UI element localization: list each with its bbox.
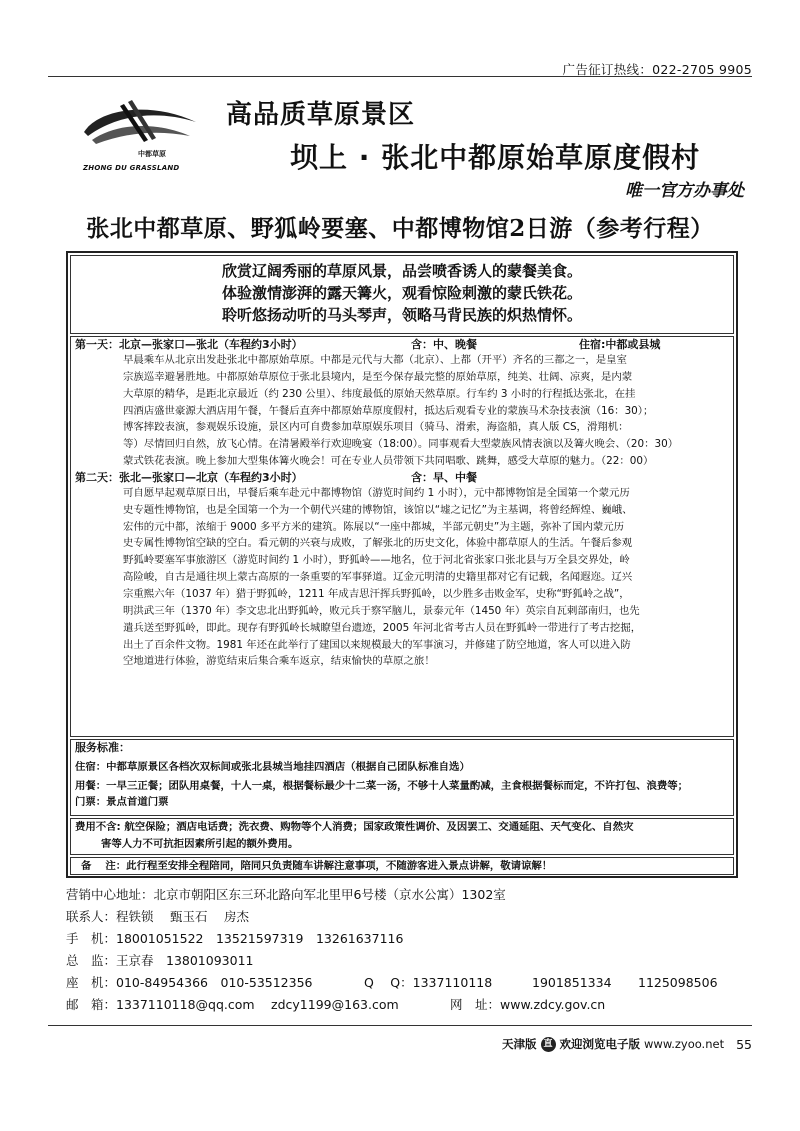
highlight-line: 欣赏辽阔秀丽的草原风景，品尝喷香诱人的蒙餐美食。 [221,262,582,280]
highlight-line: 聆听悠扬动听的马头琴声，领略马背民族的炽热情怀。 [221,306,582,324]
qq3-text: 1125098506 [638,975,718,990]
text-line: 宗重熙六年（1037 年）猎于野狐岭，1211 年成吉思汗挥兵野狐岭，以少胜多击败金军，史称“野狐岭之战”， [123,587,630,600]
headline-resort: 坝上 · 张北中都原始草原度假村 [290,141,701,174]
contact-mobile [66,928,746,950]
day1-meals: 含：中、晚餐 [411,338,477,351]
text-line: 出土了百余件文物。1981 年还在此举行了建国以来规模最大的军事演习，并修建了防空地道，客人可以进入防 [123,638,631,651]
service-meal: 用餐：一早三正餐；团队用桌餐，十人一桌，根据餐标最少十二菜一汤，不够十人菜量酌减，主食根据餐标而定，不许打包、浪费等； [75,780,689,792]
grassland-logo [78,92,206,178]
bottom-divider [48,1025,752,1026]
day1-header [71,337,733,352]
page-number: 55 [736,1036,752,1052]
footer-text: 欢迎浏览电子版 [559,1037,641,1051]
qq-text: Q Q：1337110118 [364,975,493,990]
footer-url[interactable]: www.zyoo.net [644,1037,725,1051]
text-line: 宏伟的元中都，浓缩于 9000 多平方米的建筑。陈展以“一座中都城，半部元朝史”为主题，弥补了国内蒙元历 [123,520,624,533]
contact-address [66,884,746,906]
official-office-tag: 唯一官方办事处 [625,181,744,201]
headline-quality: 高品质草原景区 [226,100,416,130]
day2-meals: 含：早、中餐 [411,470,477,484]
text-line: 空地道进行体验，游览结束后集合乘车返京，结束愉快的草原之旅！ [123,655,435,668]
people-text: 联系人：程铁锁 甄玉石 房杰 [66,909,249,924]
logo-english-text: ZHONG DU GRASSLAND [83,164,180,172]
day1-route: 第一天：北京—张家口—张北（车程约3小时） [75,338,303,351]
landline-text: 座 机：010-84954366 010-53512356 [66,975,313,990]
text-line: 等）尽情回归自然，放飞心情。在清暑殿举行欢迎晚宴（18:00）。同事观看大型蒙族风情表演以及篝火晚会、（20：30） [123,438,679,451]
remarks-box [70,857,734,875]
service-standards [70,739,734,816]
remarks-text: 备 注：此行程至安排全程陪同，陪同只负责随车讲解注意事项，不随游客进入景点讲解，敬请谅解！ [81,860,553,872]
direct-badge-icon: 直 [541,1037,556,1052]
exclusions-line2: 害等人力不可抗拒因素所引起的额外费用。 [101,837,299,850]
text-line: 早晨乘车从北京出发赴张北中都原始草原。中都是元代与大都（北京）、上都（开平）齐名的三都之一，是皇室 [123,354,627,366]
top-divider [48,76,752,77]
edition-label: 天津版 [502,1037,537,1051]
text-line: 明洪武三年（1370 年）李文忠北出野狐岭，败元兵于察罕脑儿，景泰元年（1450 年）英宗自瓦剌部南归，也先 [123,604,640,617]
contact-people [66,906,746,928]
logo-chinese-text: 中都草原 [138,150,166,158]
service-ticket: 门票：景点首道门票 [75,796,169,808]
text-line: 高险峻，自古是通往坝上蒙古高原的一条重要的军事驿道。辽金元明清的史籍里都对它有记载，名闻遐迩。辽兴 [123,571,633,584]
page-footer [502,1036,752,1052]
text-line: 遣兵送至野狐岭，即此。现存有野狐岭长城瞭望台遗迹，2005 年河北省考古人员在野狐岭一带进行了考古挖掘， [123,621,642,634]
text-line: 可自愿早起观草原日出，早餐后乘车赴元中都博物馆（游览时间约 1 小时），元中都博物馆是全国第一个蒙元历 [123,486,630,499]
mobile-text: 手 机：18001051522 13521597319 13261637116 [66,931,404,946]
ad-hotline: 广告征订热线：022-2705 9905 [562,62,752,77]
text-line: 四酒店盛世豪源大酒店用午餐，午餐后直奔中都原始草原度假村，抵达后观看专业的蒙族马术杂技表演（16：30）； [123,404,654,417]
contact-director [66,950,746,972]
website-link[interactable]: 网 址：www.zdcy.gov.cn [450,997,606,1012]
exclusions-line1: 费用不含: 航空保险；酒店电话费；洗衣费、购物等个人消费；国家政策性调价、及因罢工、交通延阻、天气变化、自然灾 [75,821,634,833]
cost-exclusions [70,818,734,855]
day2-description [71,485,733,670]
service-stay: 住宿：中都草原景区各档次双标间或张北县城当地挂四酒店（根据自己团队标准自选） [75,761,470,773]
contact-email-web [66,994,746,1016]
highlight-line: 体验激情澎湃的露天篝火，观看惊险刺激的蒙氏铁花。 [221,284,582,302]
text-line: 蒙式铁花表演。晚上参加大型集体篝火晚会！可在专业人员带领下共同唱歌、跳舞，感受大草原的魅力。（22：00） [123,455,654,468]
day1-description [71,352,733,470]
text-line: 野狐岭要塞军事旅游区（游览时间约 1 小时），野狐岭——地名，位于河北省张家口张北县与万全县交界处，岭 [123,554,630,567]
contact-phone-qq [66,972,746,994]
day2-route: 第二天：张北—张家口—北京（车程约3小时） [75,470,303,484]
daily-itinerary [70,336,734,737]
address-text: 营销中心地址：北京市朝阳区东三环北路向军北里甲6号楼（京水公寓）1302室 [66,887,506,902]
exclusions-text [71,819,733,852]
text-line: 宗族巡幸避暑胜地。中都原始草原位于张北县境内，是至今保存最完整的原始草原，纯美、壮阔、凉爽，是内蒙 [123,370,633,383]
contact-info [66,884,746,1016]
text-line: 大草原的精华，是距北京最近（约 230 公里）、纬度最低的原始天然草原。行车约 3 小时的行程抵达张北，在挂 [123,387,636,400]
qq2-text: 1901851334 [532,975,612,990]
service-title: 服务标准： [75,741,130,754]
itinerary-box [66,251,738,878]
text-line: 博客摔跤表演，参观娱乐设施，景区内可自费参加草原娱乐项目（骑马、滑索，海盗船，真人版 CS，滑翔机： [123,421,629,434]
day2-header [71,470,733,485]
text-line: 史专属性博物馆空缺的空白。看元朝的兴衰与成败，了解张北的历史文化，体验中都草原人的生活。午餐后参观 [123,537,633,550]
director-text: 总 监：王京春 13801093011 [66,953,254,968]
highlights-box [70,255,734,334]
email-text: 邮 箱：1337110118@qq.com zdcy1199@163.com [66,997,399,1012]
day1-stay: 住宿:中都或县城 [579,338,661,351]
trip-title: 张北中都草原、野狐岭要塞、中都博物馆2日游（参考行程） [86,215,714,242]
text-line: 史专题性博物馆，也是全国第一个为一个朝代兴建的博物馆，该馆以“墟之记忆”为主基调，将曾经辉煌、巍峨、 [123,503,633,516]
